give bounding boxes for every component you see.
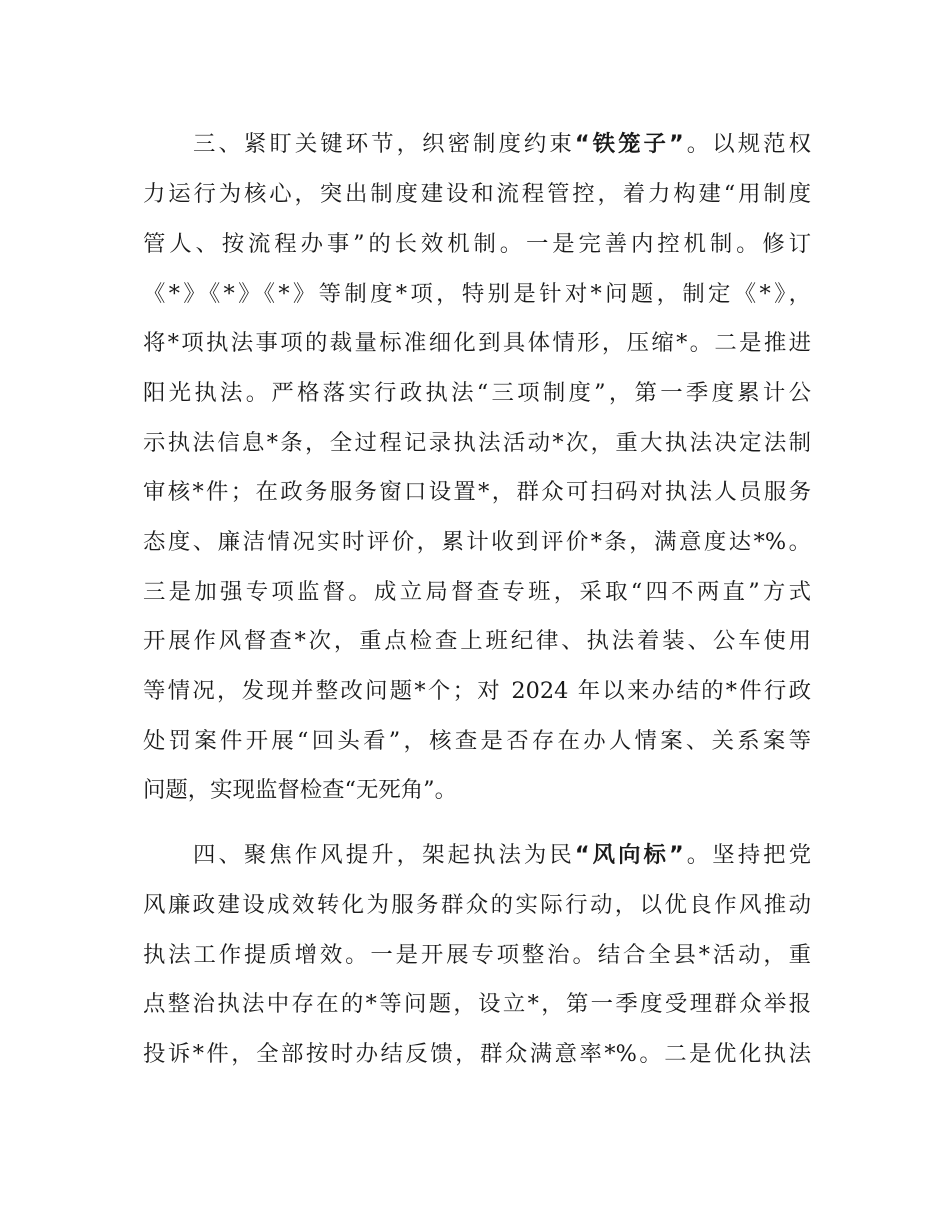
para3-line-6: 阳光执法。严格落实行政执法“三项制度”，第一季度累计公	[143, 380, 811, 406]
para4-line-5: 投诉*件，全部按时办结反馈，群众满意率*%。二是优化执法	[143, 1041, 811, 1067]
para3-line-5: 将*项执法事项的裁量标准细化到具体情形，压缩*。二是推进	[143, 330, 811, 356]
para4-line-1-tail: 。坚持把党	[683, 842, 811, 868]
para3-line-7: 示执法信息*条，全过程记录执法活动*次，重大执法决定法制	[143, 430, 811, 456]
para4-highlight: “风向标”	[574, 842, 684, 868]
para3-line-1	[193, 124, 811, 164]
para3-heading: 三、紧盯关键环节，织密制度约束	[193, 131, 575, 157]
para3-line-11: 开展作风督查*次，重点检查上班纪律、执法着装、公车使用	[143, 628, 811, 654]
para4-heading: 四、聚焦作风提升，架起执法为民	[193, 842, 575, 868]
para3-line-4: 《*》《*》《*》等制度*项，特别是针对*问题，制定《*》，	[143, 281, 811, 307]
para3-line-12: 等情况，发现并整改问题*个；对 2024 年以来办结的*件行政	[143, 678, 811, 704]
para3-line-9: 态度、廉洁情况实时评价，累计收到评价*条，满意度达*%。	[143, 529, 811, 555]
para3-line-2: 力运行为核心，突出制度建设和流程管控，着力构建“用制度	[143, 181, 811, 207]
para3-line-8: 审核*件；在政务服务窗口设置*，群众可扫码对执法人员服务	[143, 479, 811, 505]
para4-line-3: 执法工作提质增效。一是开展专项整治。结合全县*活动，重	[143, 942, 811, 968]
para4-line-1	[193, 835, 811, 875]
para3-line-13: 处罚案件开展“回头看”，核查是否存在办人情案、关系案等	[143, 728, 811, 754]
para3-line-14: 问题，实现监督检查“无死角”。	[143, 777, 457, 803]
para3-highlight: “铁笼子”	[574, 131, 684, 157]
para4-line-4: 点整治执法中存在的*等问题，设立*，第一季度受理群众举报	[143, 991, 811, 1017]
para3-line-3: 管人、按流程办事”的长效机制。一是完善内控机制。修订	[143, 231, 811, 257]
para3-line-1-tail: 。以规范权	[683, 131, 811, 157]
para3-line-10: 三是加强专项监督。成立局督查专班，采取“四不两直”方式	[143, 579, 811, 605]
para4-line-2: 风廉政建设成效转化为服务群众的实际行动，以优良作风推动	[143, 892, 811, 918]
